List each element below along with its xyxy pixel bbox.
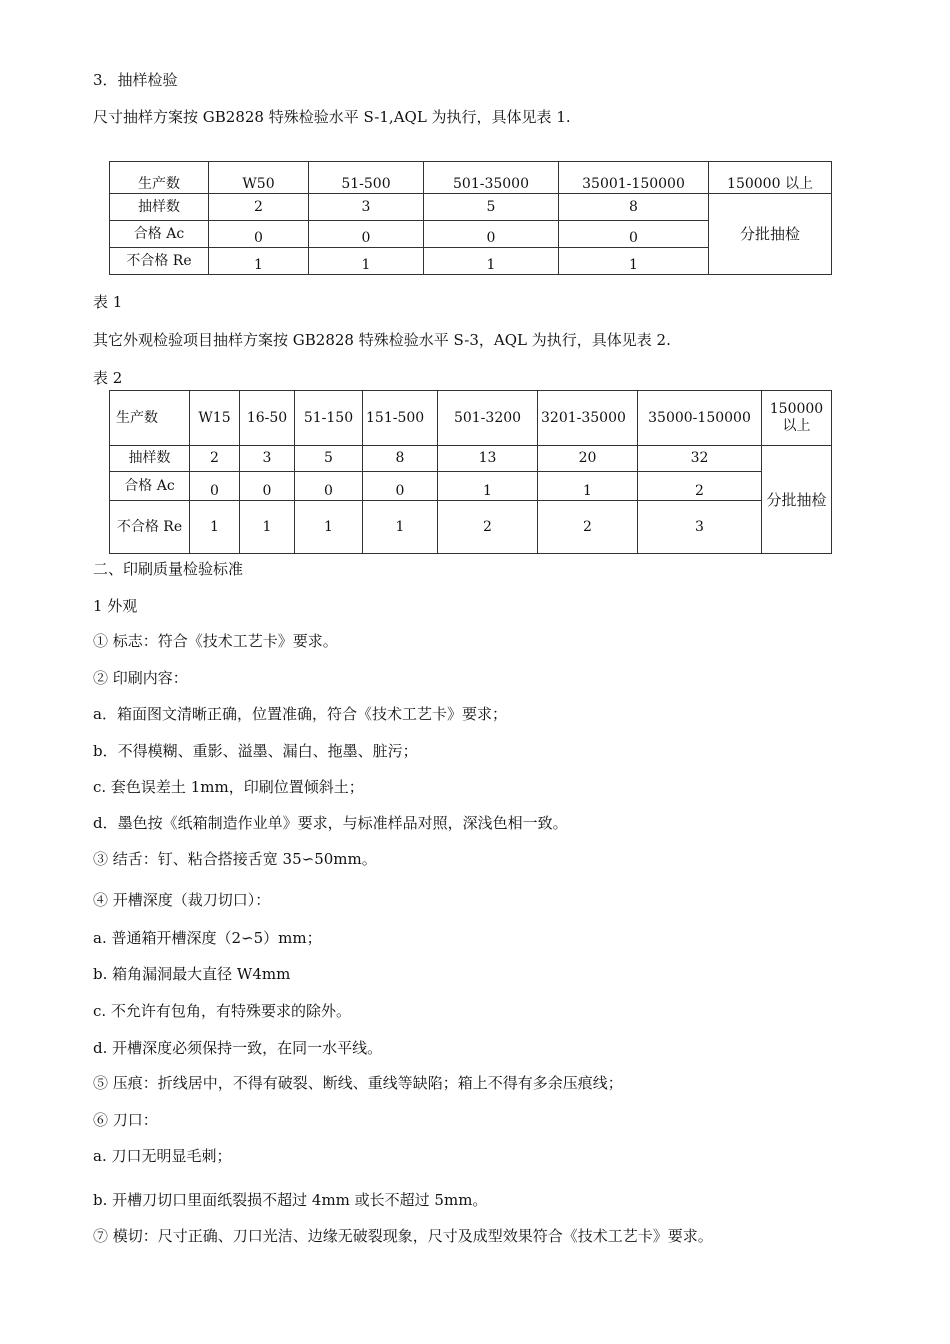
table-caption: 表 2: [93, 369, 123, 387]
table-cell: 51-500: [309, 162, 424, 194]
sampling-table-1: [109, 161, 832, 275]
table-cell: 5: [295, 446, 363, 472]
table-cell: 0: [295, 472, 363, 501]
paragraph: 尺寸抽样方案按 GB2828 特殊检验水平 S-1,AQL 为执行，具体见表 1.: [93, 108, 571, 126]
table-cell: 151-500: [363, 391, 438, 446]
table-row: [110, 391, 832, 446]
table-cell: 0: [240, 472, 295, 501]
table-cell: 0: [559, 221, 709, 248]
table-cell: 2: [538, 501, 638, 554]
paragraph: ⑦ 模切：尺寸正确、刀口光洁、边缘无破裂现象，尺寸及成型效果符合《技术工艺卡》要求。: [93, 1227, 713, 1245]
table-cell: 抽样数: [110, 194, 209, 221]
table-caption: 表 1: [93, 293, 123, 311]
table-row: [110, 501, 832, 554]
table-cell: 501-3200: [438, 391, 538, 446]
table-cell: 3: [309, 194, 424, 221]
table-cell: 生产数: [110, 391, 190, 446]
table-cell: 合格 Ac: [110, 472, 190, 501]
table-cell: 150000 以上: [762, 391, 832, 446]
paragraph: 其它外观检验项目抽样方案按 GB2828 特殊检验水平 S-3，AQL 为执行，具体见表 2.: [93, 331, 671, 349]
table-cell: 2: [438, 501, 538, 554]
table-cell: 3: [638, 501, 762, 554]
table-cell: 1: [438, 472, 538, 501]
paragraph: ⑥ 刀口：: [93, 1111, 158, 1129]
table-cell: 1: [538, 472, 638, 501]
table-cell: 8: [559, 194, 709, 221]
sub-heading: 1 外观: [93, 597, 138, 615]
table-cell: 0: [190, 472, 240, 501]
table-cell: W15: [190, 391, 240, 446]
table-cell: 51-150: [295, 391, 363, 446]
sampling-table-2: [109, 390, 832, 554]
table-cell: 1: [363, 501, 438, 554]
table-cell: 35000-150000: [638, 391, 762, 446]
paragraph: ④ 开槽深度（裁刀切口）：: [93, 891, 271, 909]
table-cell: 35001-150000: [559, 162, 709, 194]
table-cell: 8: [363, 446, 438, 472]
table-cell: 3: [240, 446, 295, 472]
table-cell: 合格 Ac: [110, 221, 209, 248]
paragraph: c. 不允许有包角，有特殊要求的除外。: [93, 1002, 351, 1020]
table-cell: 抽样数: [110, 446, 190, 472]
paragraph: ② 印刷内容：: [93, 669, 188, 687]
merged-cell: 分批抽检: [762, 446, 832, 554]
table-cell: 20: [538, 446, 638, 472]
table-cell: 2: [190, 446, 240, 472]
paragraph: d．墨色按《纸箱制造作业单》要求，与标准样品对照，深浅色相一致。: [93, 814, 568, 832]
table-cell: 1: [559, 248, 709, 275]
table-cell: W50: [209, 162, 309, 194]
table-cell: 0: [363, 472, 438, 501]
table-cell: 0: [424, 221, 559, 248]
section-heading: 二、印刷质量检验标准: [93, 560, 244, 578]
paragraph: ③ 结舌：钉、粘合搭接舌宽 35∽50mm。: [93, 850, 377, 868]
table-cell: 3201-35000: [538, 391, 638, 446]
table-cell: 501-35000: [424, 162, 559, 194]
paragraph: b. 箱角漏洞最大直径 W4mm: [93, 965, 291, 983]
paragraph: c. 套色误差土 1mm，印刷位置倾斜土；: [93, 778, 364, 796]
paragraph: d. 开槽深度必须保持一致，在同一水平线。: [93, 1039, 383, 1057]
table-row: [110, 162, 832, 194]
paragraph: ① 标志：符合《技术工艺卡》要求。: [93, 632, 338, 650]
table-cell: 0: [309, 221, 424, 248]
table-row: [110, 194, 832, 221]
table-cell: 1: [240, 501, 295, 554]
table-cell: 13: [438, 446, 538, 472]
table-cell: 不合格 Re: [110, 501, 190, 554]
table-cell: 1: [190, 501, 240, 554]
paragraph: b. 开槽刀切口里面纸裂损不超过 4mm 或长不超过 5mm。: [93, 1191, 488, 1209]
table-cell: 1: [295, 501, 363, 554]
table-cell: 32: [638, 446, 762, 472]
table-cell: 16-50: [240, 391, 295, 446]
table-row: [110, 446, 832, 472]
table-cell: 1: [309, 248, 424, 275]
paragraph: ⑤ 压痕：折线居中，不得有破裂、断线、重线等缺陷；箱上不得有多余压痕线；: [93, 1074, 623, 1092]
paragraph: b．不得模糊、重影、溢墨、漏白、拖墨、脏污；: [93, 742, 418, 760]
section-heading: 3．抽样检验: [93, 71, 178, 89]
table-cell: 生产数: [110, 162, 209, 194]
paragraph: a．箱面图文清晰正确，位置准确，符合《技术工艺卡》要求；: [93, 705, 507, 723]
table-cell: 1: [424, 248, 559, 275]
table-cell: 2: [638, 472, 762, 501]
table-cell: 1: [209, 248, 309, 275]
paragraph: a. 刀口无明显毛刺；: [93, 1147, 232, 1165]
table-cell: 5: [424, 194, 559, 221]
paragraph: a. 普通箱开槽深度（2∽5）mm；: [93, 929, 322, 947]
table-cell: 150000 以上: [709, 162, 832, 194]
table-row: [110, 472, 832, 501]
table-cell: 2: [209, 194, 309, 221]
table-cell: 0: [209, 221, 309, 248]
table-cell: 不合格 Re: [110, 248, 209, 275]
merged-cell: 分批抽检: [709, 194, 832, 275]
